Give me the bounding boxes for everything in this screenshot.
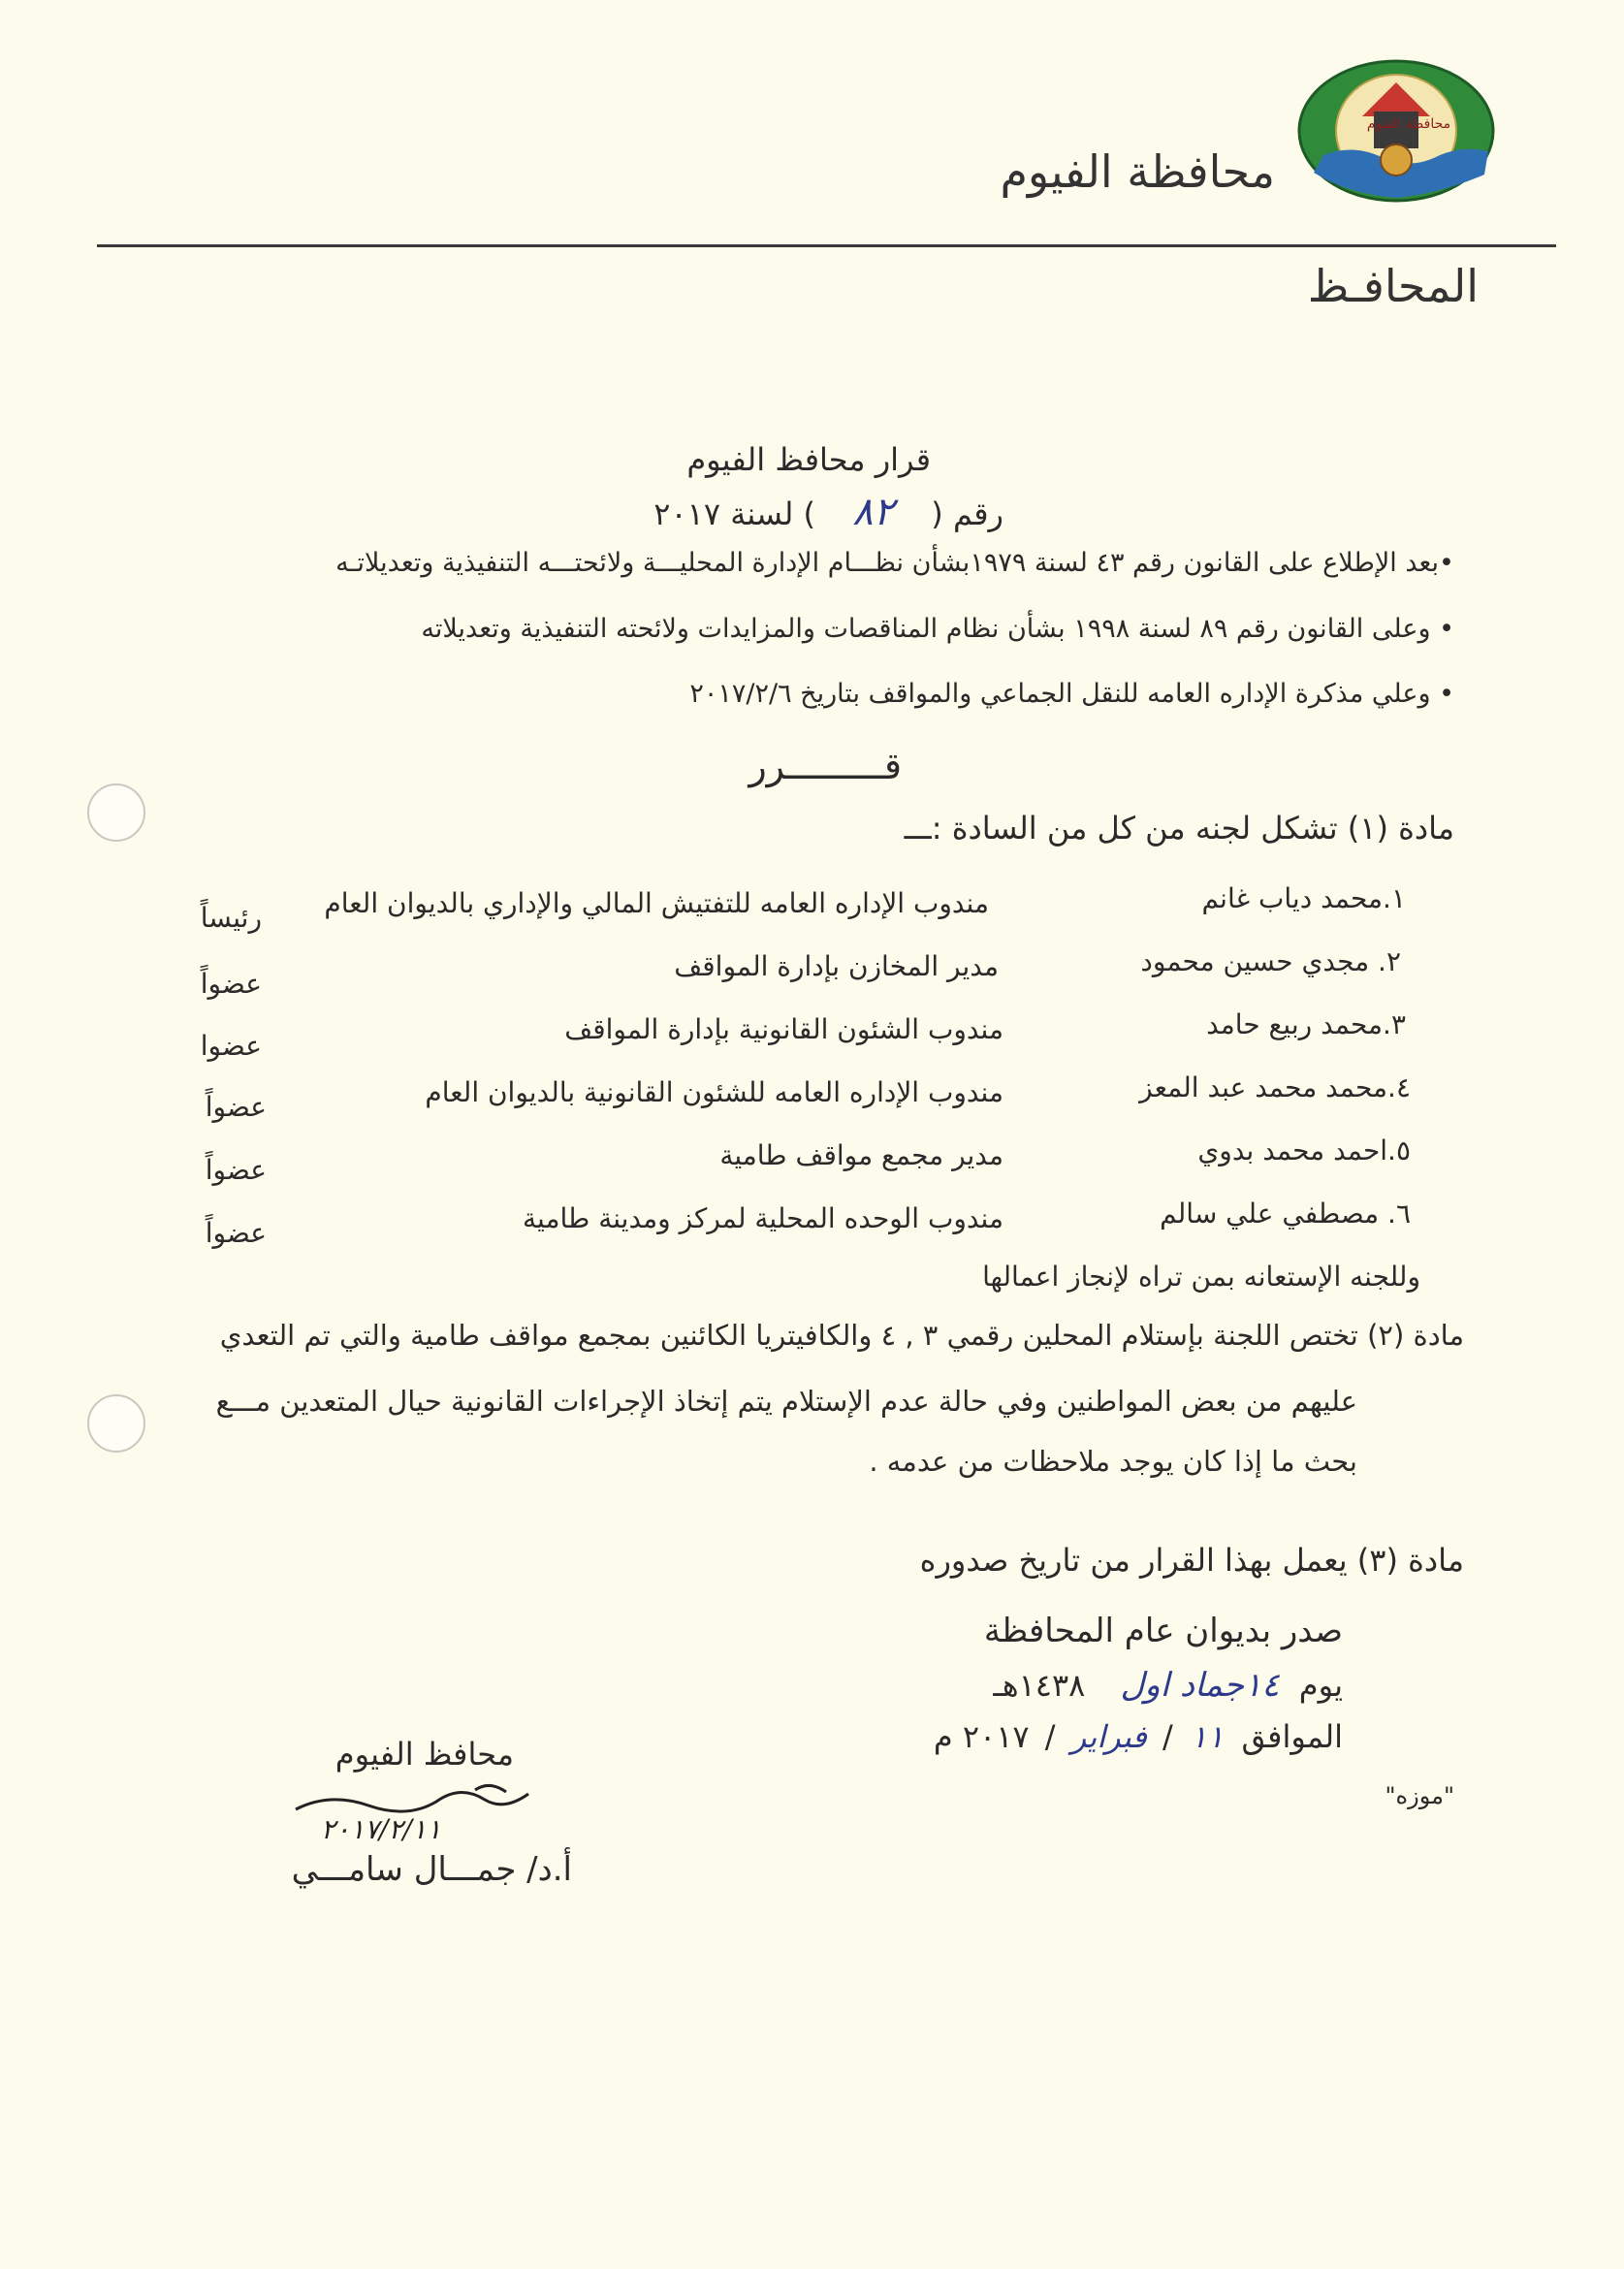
member-1-name: ١.محمد دياب غانم: [1201, 882, 1406, 914]
gregorian-day: ١١: [1190, 1718, 1225, 1755]
signature-title: محافظ الفيوم: [334, 1736, 514, 1773]
corresponding-label: الموافق: [1241, 1718, 1343, 1755]
article-2-line-2: عليهم من بعض المواطنين وفي حالة عدم الإستلام يتم إتخاذ الإجراءات القانونية حيال المتعدين مـــع: [215, 1385, 1357, 1418]
article-3: مادة (٣) يعمل بهذا القرار من تاريخ صدوره: [919, 1542, 1464, 1579]
day-label: يوم: [1298, 1667, 1343, 1704]
member-2-name: ٢. مجدي حسين محمود: [1140, 945, 1401, 977]
hijri-year: ١٤٣٨هـ: [993, 1667, 1086, 1704]
punch-hole-bottom: [87, 1394, 145, 1453]
punch-hole-top: [87, 783, 145, 842]
signature-name: أ.د/ جمـــال سامـــي: [291, 1850, 572, 1889]
member-6-role: مندوب الوحده المحلية لمركز ومدينة طامية: [523, 1202, 1003, 1234]
governorate-emblem: [1294, 58, 1498, 204]
preamble-line-2: • وعلى القانون رقم ٨٩ لسنة ١٩٩٨ بشأن نظام المناقصات والمزايدات ولائحته التنفيذية وتعديلاته: [421, 614, 1454, 644]
emblem-text: محافظة الفيوم: [1366, 116, 1451, 132]
decided-heading: قـــــــــرر: [748, 745, 902, 787]
typist-initials: "موزه": [1385, 1782, 1454, 1809]
member-4-role: مندوب الإداره العامه للشئون القانونية بالديوان العام: [425, 1076, 1003, 1108]
gregorian-month: فبراير: [1070, 1718, 1147, 1755]
preamble-line-3: • وعلي مذكرة الإداره العامه للنقل الجماعي والمواقف بتاريخ ٢٠١٧/٢/٦: [689, 679, 1454, 709]
issuance-day-line: [993, 1666, 1343, 1705]
member-3-name: ٣.محمد ربيع حامد: [1206, 1008, 1406, 1040]
member-6-name: ٦. مصطفي علي سالم: [1160, 1198, 1411, 1230]
governorate-name: محافظة الفيوم: [1000, 145, 1275, 198]
member-6-status: عضواً: [205, 1217, 267, 1249]
decree-number-handwritten: ٨٢: [852, 490, 895, 534]
member-1-status: رئيساً: [200, 902, 262, 934]
signature-date: ٢٠١٧/٢/١١: [320, 1813, 441, 1845]
committee-note: وللجنه الإستعانه بمن تراه لإنجاز اعمالها: [982, 1261, 1420, 1293]
article-1-heading: مادة (١) تشكل لجنه من كل من السادة :ـــ: [904, 810, 1454, 847]
preamble-line-1: •بعد الإطلاع على القانون رقم ٤٣ لسنة ١٩٧٩بشأن نظـــام الإدارة المحليـــة ولائحتـــه التنفيذية وتعديلاتـه: [335, 548, 1454, 578]
issued-at: صدر بديوان عام المحافظة: [983, 1612, 1343, 1650]
decree-number-suffix: ) لسنة ٢٠١٧: [653, 495, 815, 532]
member-5-role: مدير مجمع مواقف طامية: [719, 1139, 1003, 1171]
article-2-line-1: مادة (٢) تختص اللجنة بإستلام المحلين رقمي ٣ , ٤ والكافيتريا الكائنين بمجمع مواقف طامية والتي تم التعدي: [219, 1319, 1464, 1352]
member-5-status: عضواً: [205, 1154, 267, 1186]
member-4-status: عضواً: [205, 1091, 267, 1123]
decree-number-line: [653, 490, 1003, 534]
member-2-status: عضواً: [200, 968, 262, 1000]
member-1-role: مندوب الإداره العامه للتفتيش المالي والإداري بالديوان العام: [324, 887, 989, 919]
member-5-name: ٥.احمد محمد بدوي: [1197, 1134, 1411, 1166]
office-title: المحافـظ: [1307, 260, 1479, 312]
member-4-name: ٤.محمد محمد عبد المعز: [1139, 1071, 1411, 1103]
issuance-gregorian-line: الموافق ١١ / فبراير / ٢٠١٧ م: [933, 1718, 1343, 1755]
decree-number-prefix: رقم (: [931, 495, 1003, 532]
gregorian-year: ٢٠١٧ م: [933, 1718, 1030, 1755]
day-handwritten: ١٤جماد اول: [1120, 1666, 1280, 1705]
header-divider: [97, 244, 1556, 247]
member-3-status: عضوا: [200, 1030, 262, 1062]
decree-title: قرار محافظ الفيوم: [686, 441, 931, 478]
member-3-role: مندوب الشئون القانونية بإدارة المواقف: [564, 1013, 1003, 1045]
article-2-line-3: بحث ما إذا كان يوجد ملاحظات من عدمه .: [869, 1445, 1357, 1478]
member-2-role: مدير المخازن بإدارة المواقف: [674, 950, 999, 982]
